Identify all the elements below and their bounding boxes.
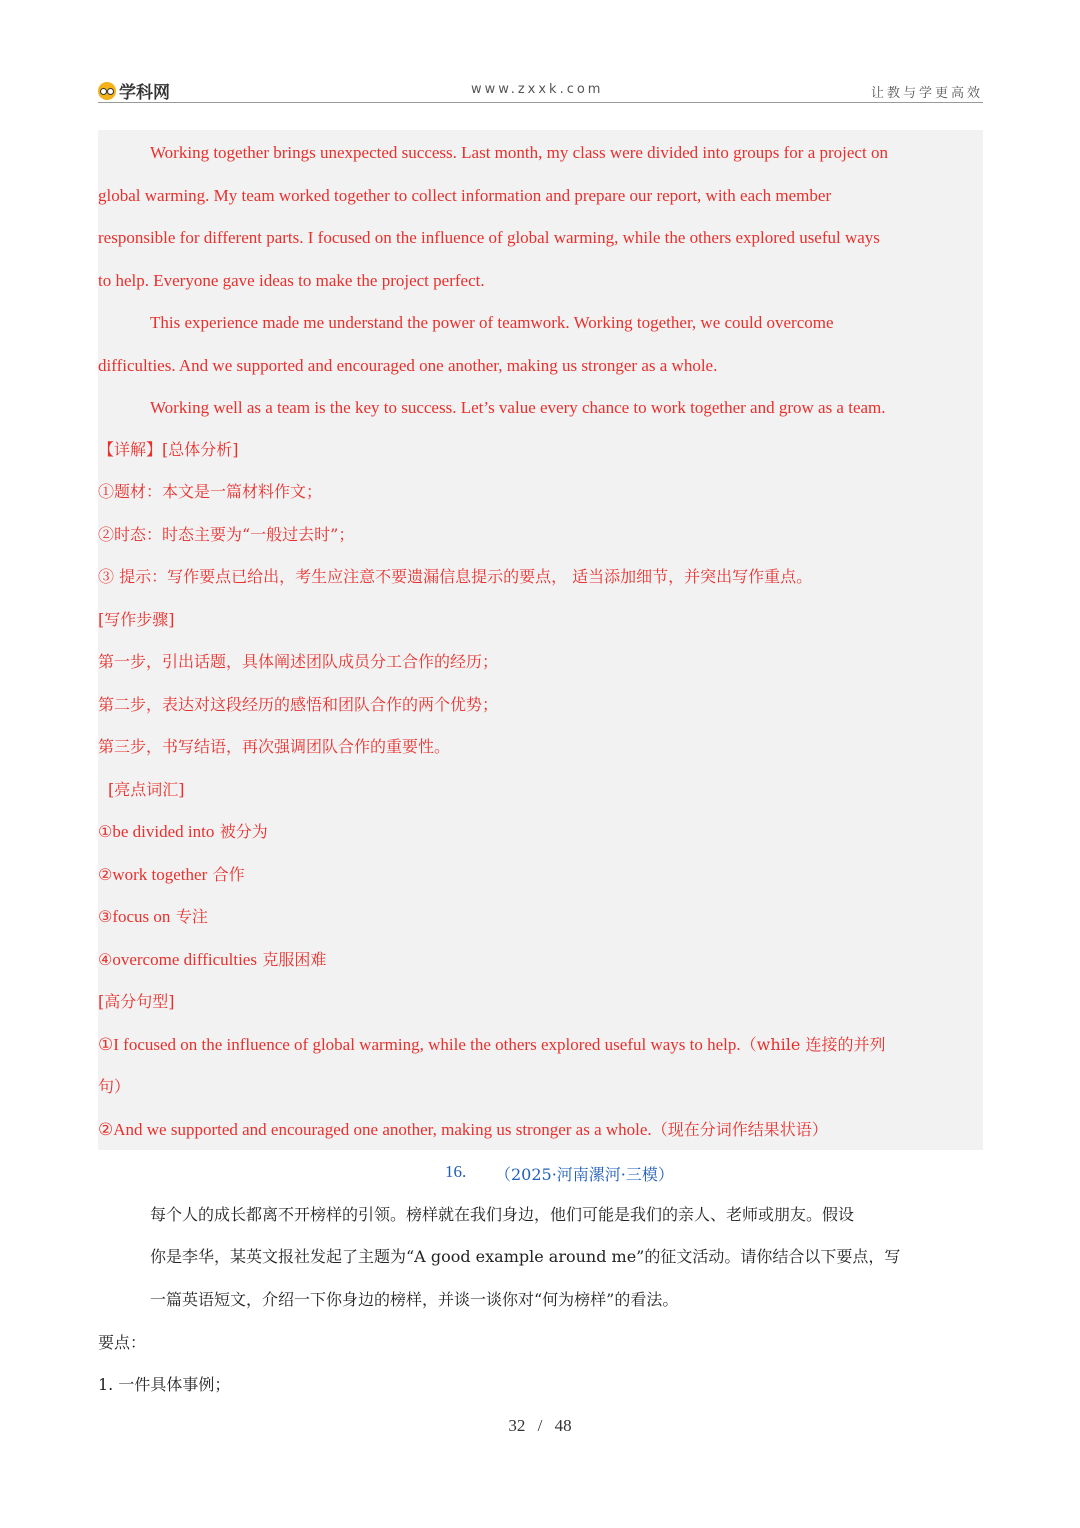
site-url[interactable]: www.zxxk.com — [471, 82, 604, 97]
point-1: 1. 一件具体事例； — [98, 1375, 231, 1394]
vocab-heading: [亮点词汇] — [108, 780, 185, 799]
sentence-1-note: （while 连接的并列 — [740, 1035, 886, 1054]
sentence-1-text: ①I focused on the influence of global warming, while the others explored useful ways to help. — [98, 1035, 741, 1054]
vocab-num: ④ — [98, 950, 113, 969]
vocab-en: work together — [112, 865, 208, 884]
vocab-num: ① — [98, 822, 113, 841]
analysis-item-1: ①题材：本文是一篇材料作文； — [98, 482, 323, 501]
essay-p2-line-2: difficulties. And we supported and encouraged one another, making us stronger as a whole. — [98, 356, 718, 375]
site-logo — [98, 78, 170, 103]
step-1: 第一步，引出话题，具体阐述团队成员分工合作的经历； — [98, 652, 499, 671]
vocab-cn: 克服困难 — [262, 950, 327, 969]
essay-p1-line-2: global warming. My team worked together to collect information and prepare our report, with each member — [98, 186, 832, 205]
page-current: 32 — [508, 1416, 526, 1435]
step-2: 第二步，表达对这段经历的感悟和团队合作的两个优势； — [98, 695, 499, 714]
logo-owl-icon — [98, 82, 116, 100]
analysis-heading: 【详解】[总体分析] — [98, 440, 239, 459]
points-label: 要点： — [98, 1333, 147, 1352]
page-separator: / — [537, 1416, 543, 1435]
page-number — [0, 1416, 1080, 1436]
analysis-item-3: ③ 提示：写作要点已给出，考生应注意不要遗漏信息提示的要点， 适当添加细节，并突出写作重点。 — [98, 567, 813, 586]
essay-p2-line-1: This experience made me understand the power of teamwork. Working together, we could overcome — [150, 313, 834, 332]
vocab-item-3 — [98, 906, 208, 928]
vocab-en: be divided into — [112, 822, 215, 841]
analysis-item-2: ②时态：时态主要为“一般过去时”； — [98, 525, 355, 544]
header-slogan: 让教与学更高效 — [870, 86, 983, 101]
question-source: （2025·河南漯河·三模） — [495, 1165, 674, 1184]
question-prompt-line-1: 每个人的成长都离不开榜样的引领。榜样就在我们身边，他们可能是我们的亲人、老师或朋友。假设 — [150, 1205, 855, 1224]
sentence-2 — [98, 1119, 828, 1141]
vocab-cn: 被分为 — [219, 822, 268, 841]
question-prompt-line-2: 你是李华，某英文报社发起了主题为“A good example around me”的征文活动。请你结合以下要点，写 — [150, 1247, 901, 1266]
sentence-2-text: ②And we supported and encouraged one another, making us stronger as a whole. — [98, 1120, 652, 1139]
logo-text: 学科网 — [119, 83, 170, 103]
vocab-item-2 — [98, 864, 245, 886]
step-3: 第三步，书写结语，再次强调团队合作的重要性。 — [98, 737, 451, 756]
sentences-heading: [高分句型] — [98, 992, 175, 1011]
steps-heading: [写作步骤] — [98, 610, 175, 629]
essay-p1-line-3: responsible for different parts. I focused on the influence of global warming, while the others explored useful ways — [98, 228, 880, 247]
vocab-num: ③ — [98, 907, 113, 926]
essay-p1-line-1: Working together brings unexpected success. Last month, my class were divided into groups for a project on — [150, 143, 888, 162]
sentence-1-wrap: 句） — [98, 1077, 131, 1096]
vocab-en: focus on — [112, 907, 171, 926]
essay-p3-line-1: Working well as a team is the key to success. Let’s value every chance to work together and grow as a team. — [150, 398, 886, 417]
question-number: 16. — [445, 1162, 467, 1181]
essay-p1-line-4: to help. Everyone gave ideas to make the project perfect. — [98, 271, 485, 290]
question-prompt-line-3: 一篇英语短文，介绍一下你身边的榜样，并谈一谈你对“何为榜样”的看法。 — [150, 1290, 679, 1309]
sentence-1 — [98, 1034, 885, 1056]
vocab-item-1 — [98, 821, 268, 843]
page-header — [98, 72, 983, 103]
vocab-item-4 — [98, 949, 326, 971]
vocab-en: overcome difficulties — [112, 950, 257, 969]
vocab-num: ② — [98, 865, 113, 884]
sentence-2-note: （现在分词作结果状语） — [651, 1120, 828, 1139]
vocab-cn: 合作 — [212, 865, 245, 884]
page-total: 48 — [554, 1416, 572, 1435]
vocab-cn: 专注 — [175, 907, 208, 926]
